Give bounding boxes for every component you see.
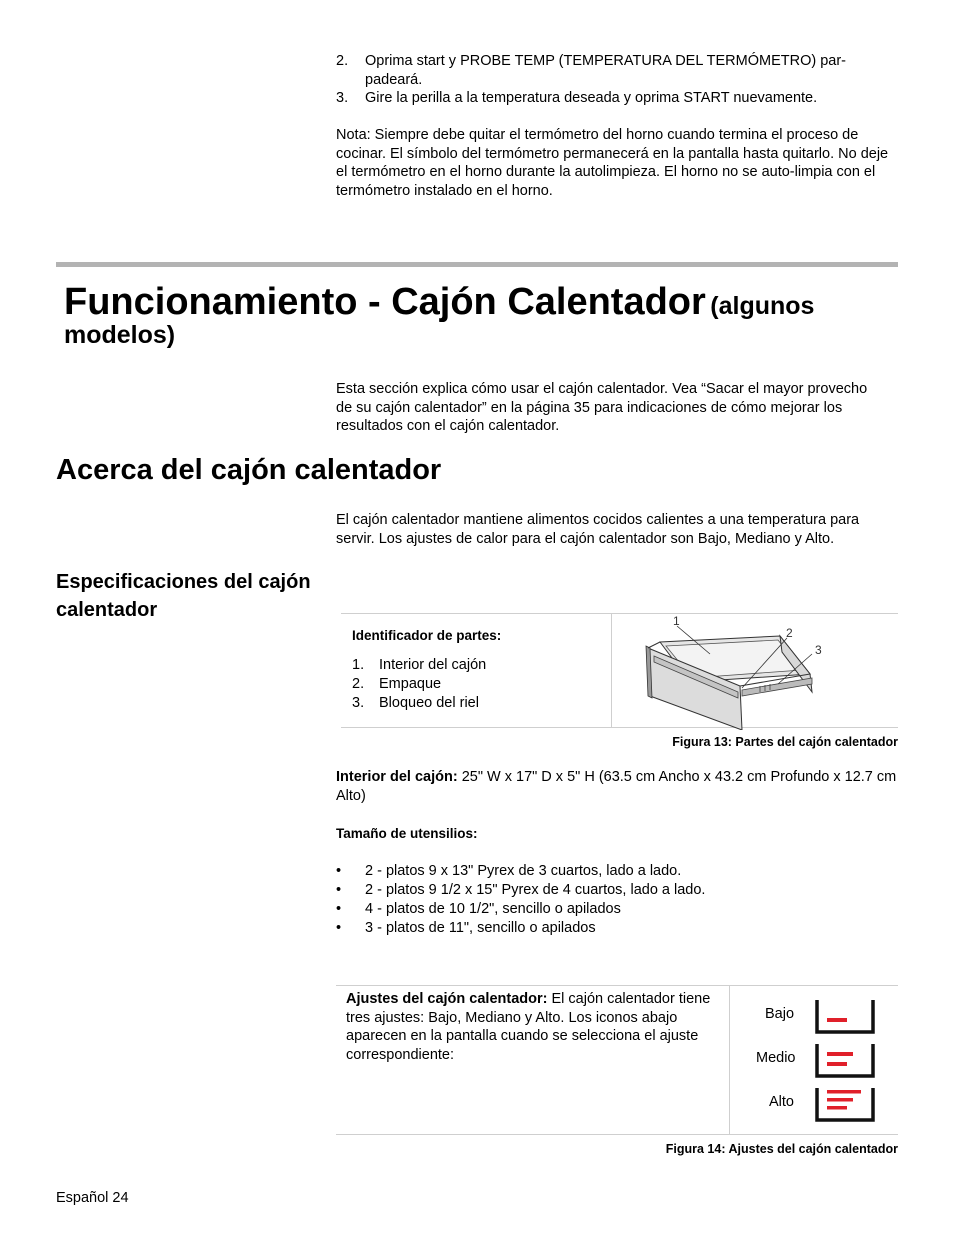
level-label-medium: Medio [756,1050,796,1066]
settings-description [346,990,726,1064]
bullet-text: 2 - platos 9 1/2 x 15" Pyrex de 4 cuartos, lado a lado. [365,882,706,898]
list-label: Empaque [379,676,442,692]
callout-3: 3 [815,643,822,657]
high-heat-icon [815,1086,875,1122]
table-border-bottom [336,1134,898,1135]
about-paragraph: El cajón calentador mantiene alimentos cocidos calientes a una temperatura para servir. Los ajustes de calor para el cajón calentador son Bajo, Mediano y Alto. [336,512,860,547]
table-divider [611,613,612,728]
utensils-title: Tamaño de utensilios: [336,826,478,841]
list-label: Interior del cajón [379,657,487,673]
section-title-sub2: modelos) [64,321,176,349]
bullet-text: 3 - platos de 11", sencillo o apilados [365,920,596,936]
section-title [64,278,904,350]
list-number: 1. [352,657,365,673]
warming-drawer-illustration [630,612,830,730]
heat-bar [827,1098,853,1102]
section-title-main: Funcionamiento - Cajón Calentador [64,281,706,323]
heat-bar [827,1018,847,1022]
interior-label: Interior del cajón: [336,769,458,785]
interior-value: 25" W x 17" D x 5" H (63.5 cm Ancho x 43.2 cm Profundo x 12.7 cm Alto) [336,769,897,804]
step-number: 2. [336,53,349,69]
heat-bar [827,1052,853,1056]
bullet-text: 2 - platos 9 x 13" Pyrex de 3 cuartos, lado a lado. [365,863,682,879]
level-label-high: Alto [769,1094,794,1110]
low-heat-icon [815,998,875,1034]
level-label-low: Bajo [765,1006,795,1022]
section-title-sub: (algunos [710,292,815,320]
list-number: 2. [352,676,365,692]
specs-heading: Especificaciones del cajón calentador [56,571,311,621]
table-border-top [336,985,898,986]
note-paragraph: Nota: Siempre debe quitar el termómetro del horno cuando termina el proceso de cocinar. El símbolo del termómetro permanecerá en la pantalla hasta quitarlo. No deje el termómetro en el horno durante la autolimpieza. El horno no se auto-limpia con el termómetro instalado en el horno. [336,127,889,199]
list-label: Bloqueo del riel [379,695,479,711]
subsection-title: Acerca del cajón calentador [56,454,442,486]
step-text: Oprima start y PROBE TEMP (TEMPERATURA DEL TERMÓMETRO) par-padeará. [365,53,846,88]
intro-paragraph: Esta sección explica cómo usar el cajón calentador. Vea “Sacar el mayor provecho de su cajón calentador” en la página 35 para indicaciones de cómo mejorar los resultados con el cajón calentador. [336,381,868,435]
list-number: 3. [352,695,365,711]
heat-bar [827,1106,847,1110]
medium-heat-icon [815,1042,875,1078]
callout-2: 2 [786,626,793,640]
heat-bar [827,1062,847,1066]
page-footer: Español 24 [56,1190,129,1206]
bullet-text: 4 - platos de 10 1/2", sencillo o apilados [365,901,621,917]
section-divider [56,262,898,267]
table-divider [729,985,730,1135]
heat-bar [827,1090,861,1094]
settings-label: Ajustes del cajón calentador: [346,991,548,1007]
settings-text: El cajón calentador tiene tres ajustes: Bajo, Mediano y Alto. Los iconos abajo aparecen en la pantalla cuando se selecciona el ajuste correspondiente: [346,991,711,1063]
step-number: 3. [336,90,349,106]
interior-dimensions [336,768,901,805]
figure-14-caption: Figura 14: Ajustes del cajón calentador [665,1142,898,1156]
step-text: Gire la perilla a la temperatura deseada y oprima START nuevamente. [365,90,818,106]
callout-1: 1 [673,614,680,628]
figure-13-caption: Figura 13: Partes del cajón calentador [672,735,898,749]
parts-title: Identificador de partes: [352,628,502,643]
